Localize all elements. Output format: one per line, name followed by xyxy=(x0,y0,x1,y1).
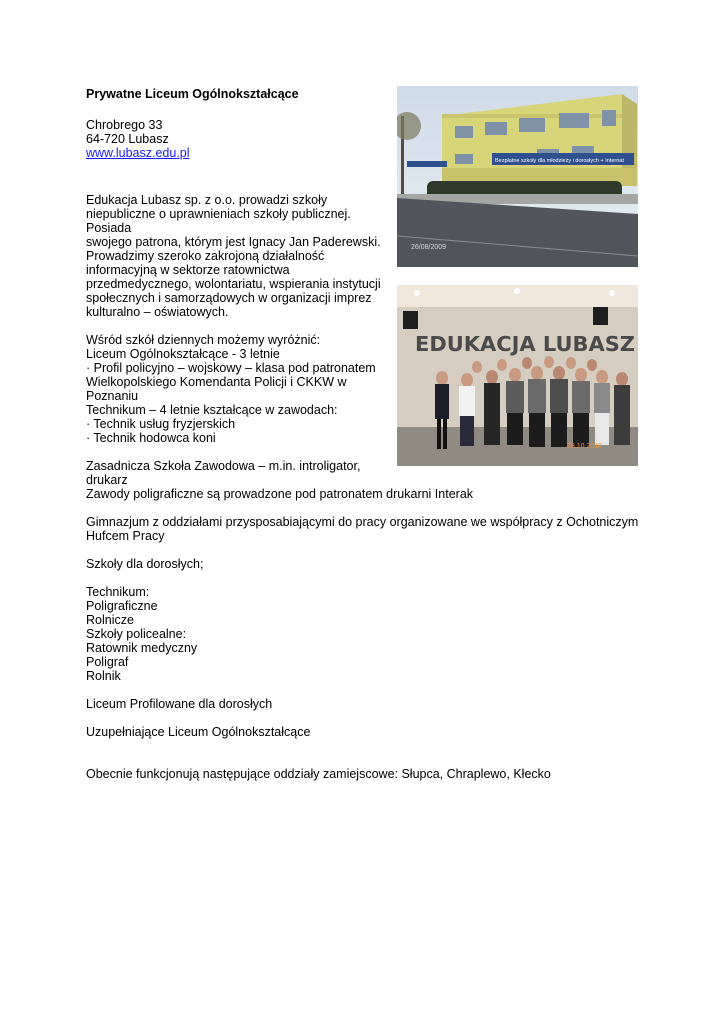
school-building-image xyxy=(397,86,638,267)
intro-line: Edukacja Lubasz sp. z o.o. prowadzi szkoły xyxy=(86,193,328,207)
vocational-line: Zawody poligraficzne są prowadzone pod patronatem drukarni Interak xyxy=(86,487,474,501)
day-school-line: Wśród szkół dziennych możemy wyróżnić: xyxy=(86,333,321,347)
gymnasium-line: Hufcem Pracy xyxy=(86,529,165,543)
adult-school-item: Poligraf xyxy=(86,655,129,669)
adult-school-item: Technikum: xyxy=(86,585,150,599)
intro-line: kulturalno – oświatowych. xyxy=(86,305,229,319)
adult-school-item: Poligraficzne xyxy=(86,599,158,613)
day-school-line: · Technik hodowca koni xyxy=(86,431,216,445)
school-name: Prywatne Liceum Ogólnokształcące xyxy=(86,87,299,101)
day-school-line: Liceum Ogólnokształcące - 3 letnie xyxy=(86,347,280,361)
intro-line: przedmedycznego, wolontariatu, wspierania instytucji xyxy=(86,277,381,291)
intro-line: niepubliczne o uprawnieniach szkoły publicznej. xyxy=(86,207,351,221)
intro-line: swojego patrona, którym jest Ignacy Jan Paderewski. xyxy=(86,235,381,249)
adult-schools-heading: Szkoły dla dorosłych; xyxy=(86,557,204,571)
day-school-line: · Technik usług fryzjerskich xyxy=(86,417,236,431)
student-group-photo xyxy=(397,285,638,466)
wall-lettering: EDUKACJA LUBASZ xyxy=(415,332,635,356)
gymnasium-line: Gimnazjum z oddziałami przysposabiającymi do pracy organizowane we współpracy z Ochotniczym xyxy=(86,515,639,529)
supplementary-lyceum: Uzupełniające Liceum Ogólnokształcące xyxy=(86,725,311,739)
adult-school-item: Rolnik xyxy=(86,669,121,683)
intro-line: Posiada xyxy=(86,221,132,235)
banner-text: Bezpłatne szkoły dla młodzieży i dorosłych + Internat xyxy=(495,158,624,164)
vocational-line: Zasadnicza Szkoła Zawodowa – m.in. introligator, xyxy=(86,459,361,473)
address-street: Chrobrego 33 xyxy=(86,118,163,132)
website-link[interactable]: www.lubasz.edu.pl xyxy=(86,146,190,160)
day-school-line: · Profil policyjno – wojskowy – klasa pod patronatem xyxy=(86,361,376,375)
address-city: 64-720 Lubasz xyxy=(86,132,169,146)
intro-line: informacyjną w sektorze ratownictwa xyxy=(86,263,290,277)
profiled-lyceum: Liceum Profilowane dla dorosłych xyxy=(86,697,273,711)
school-building-photo xyxy=(397,86,638,267)
day-school-line: Poznaniu xyxy=(86,389,139,403)
adult-school-item: Szkoły policealne: xyxy=(86,627,187,641)
branches-text: Obecnie funkcjonują następujące oddziały zamiejscowe: Słupca, Chraplewo, Kłecko xyxy=(86,767,551,781)
building-photo-date: 26/08/2009 xyxy=(411,244,447,251)
adult-school-item: Ratownik medyczny xyxy=(86,641,198,655)
intro-line: Prowadzimy szeroko zakrojoną działalność xyxy=(86,249,325,263)
day-school-line: Wielkopolskiego Komendanta Policji i CKKW w xyxy=(86,375,347,389)
day-school-line: Technikum – 4 letnie kształcące w zawodach: xyxy=(86,403,338,417)
student-group-image xyxy=(397,285,638,466)
adult-school-item: Rolnicze xyxy=(86,613,134,627)
vocational-line: drukarz xyxy=(86,473,128,487)
group-photo-date: 28.10.2010 xyxy=(567,443,603,450)
intro-line: społecznych i samorządowych w organizacji imprez xyxy=(86,291,372,305)
